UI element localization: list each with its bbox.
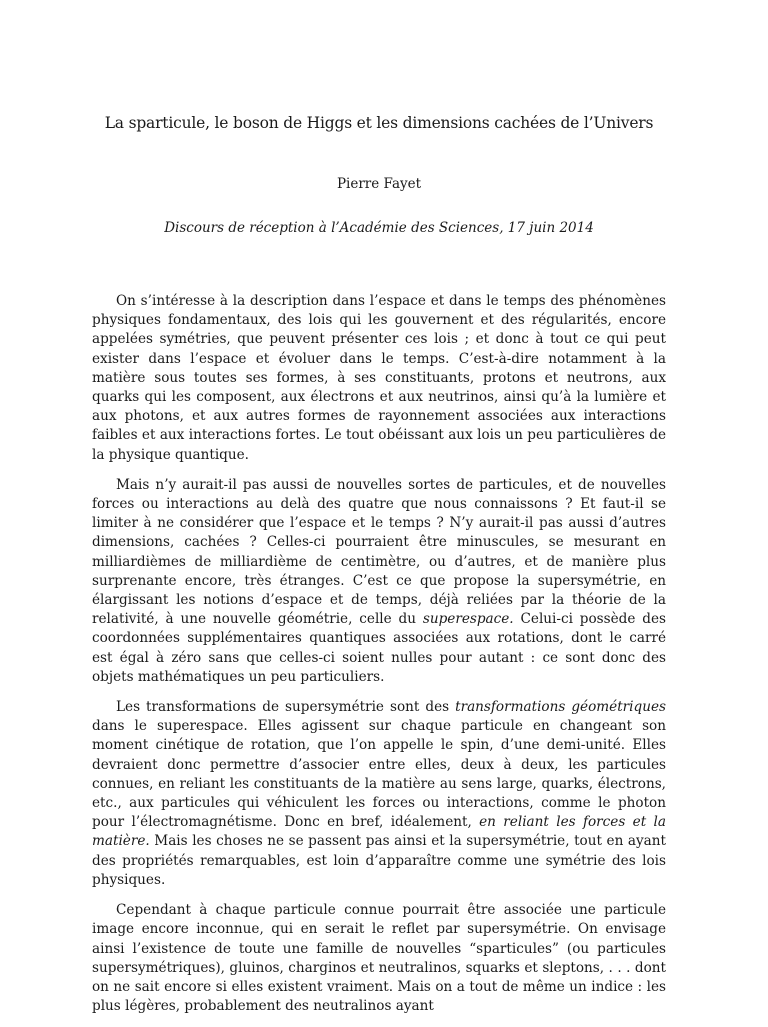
paragraph-2-emphasis-superespace: superespace. — [422, 611, 514, 628]
paragraph-3-part-2: dans le superespace. Elles agissent sur chaque particule en changeant son moment cinétique de rotation, que l’on appelle le spin, d’une demi-unité. Elles devraient donc permettre d’associer entre elles, deux à deux, les particules connues, en reliant les constituants de la matière au sens large, quarks, électrons, etc., aux particules qui véhiculent les forces ou interactions, comme le photon pour l’électromagnétisme. Donc en bref, idéalement, — [92, 718, 666, 831]
paper-body — [92, 292, 666, 1027]
author-name: Pierre Fayet — [336, 176, 422, 192]
paragraph-2-part-2: Celui-ci possède des coordonnées supplémentaires quantiques associées aux rotations, dont le carré est égal à zéro sans que celles-ci soient nulles pour autant : ce sont donc des objets mathématiques un peu particuliers. — [92, 611, 666, 685]
paper-title: La sparticule, le boson de Higgs et les dimensions cachées de l’Univers — [104, 114, 654, 132]
paragraph-3-part-1: Les transformations de supersymétrie sont des — [116, 699, 456, 716]
paper-subtitle: Discours de réception à l’Académie des Sciences, 17 juin 2014 — [164, 220, 594, 236]
paragraph-3 — [92, 698, 666, 890]
paragraph-2 — [92, 476, 666, 687]
paragraph-3-emphasis-transformations: transformations géométriques — [455, 699, 666, 716]
paragraph-3-part-3: Mais les choses ne se passent pas ainsi et la supersymétrie, tout en ayant des propriétés remarquables, est loin d’apparaître comme une symétrie des lois physiques. — [92, 833, 666, 888]
paragraph-4: Cependant à chaque particule connue pourrait être associée une particule image encore inconnue, qui en serait le reflet par supersymétrie. On envisage ainsi l’existence de toute une famille de nouvelles “sparticules” (ou particules supersymétriques), gluinos, charginos et neutralinos, squarks et sleptons, . . . dont on ne sait encore si elles existent vraiment. Mais on a tout de même un indice : les plus légères, probablement des neutralinos ayant — [92, 902, 666, 1015]
paragraph-1: On s’intéresse à la description dans l’espace et dans le temps des phénomènes physiques fondamentaux, des lois qui les gouvernent et des régularités, encore appelées symétries, que peuvent présenter ces lois ; et donc à tout ce qui peut exister dans l’espace et évoluer dans le temps. C’est-à-dire notamment à la matière sous toutes ses formes, à ses constituants, protons et neutrons, aux quarks qui les composent, aux électrons et aux neutrinos, ainsi qu’à la lumière et aux photons, et aux autres formes de rayonnement associées aux interactions faibles et aux interactions fortes. Le tout obéissant aux lois un peu particulières de la physique quantique. — [92, 293, 666, 463]
paragraph-2-part-1: Mais n’y aurait-il pas aussi de nouvelles sortes de particules, et de nouvelles forces ou interactions au delà des quatre que nous connaissons ? Et faut-il se limiter à ne considérer que l’espace et le temps ? N’y aurait-il pas aussi d’autres dimensions, cachées ? Celles-ci pourraient être minuscules, se mesurant en milliardièmes de milliardième de centimètre, ou d’autres, et de manière plus surprenante encore, très étranges. C’est ce que propose la supersymétrie, en élargissant les notions d’espace et de temps, déjà reliées par la théorie de la relativité, à une nouvelle géométrie, celle du — [92, 476, 666, 628]
paragraph-3-emphasis-forces-matiere: en reliant les forces et la matière. — [92, 814, 666, 850]
